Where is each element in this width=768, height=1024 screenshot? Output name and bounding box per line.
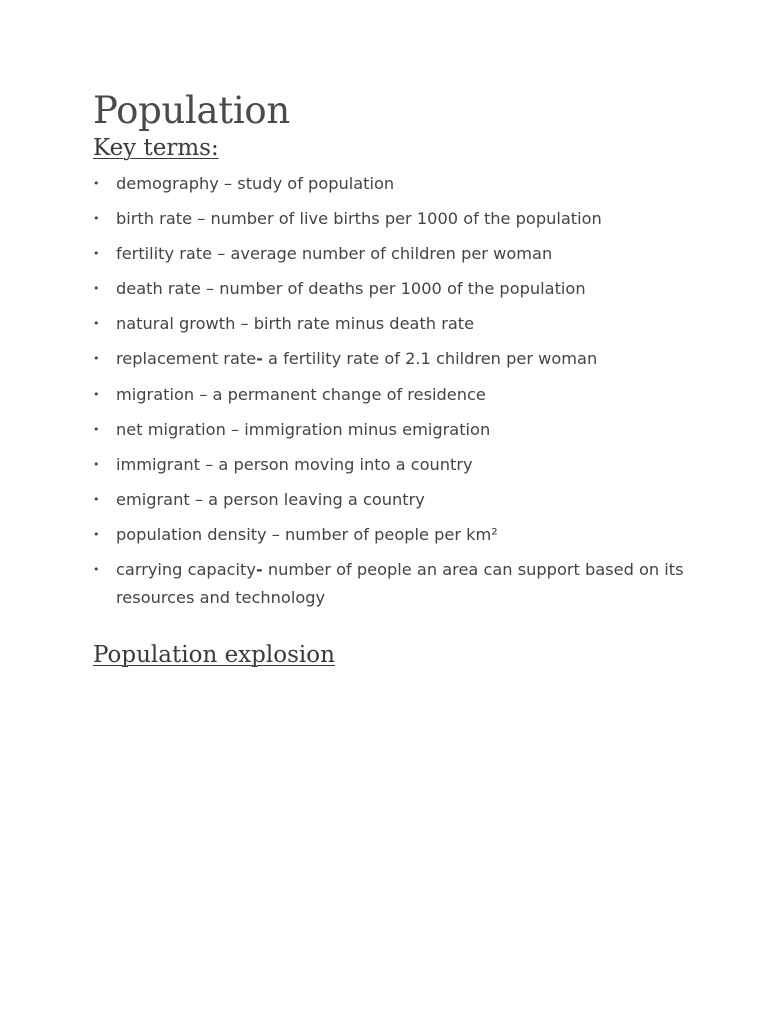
bullet-icon: •	[93, 422, 100, 436]
term-separator: –	[266, 524, 286, 544]
bullet-icon: •	[93, 317, 100, 331]
key-terms-heading: Key terms:	[93, 135, 219, 161]
term-definition: number of live births per 1000 of the population	[210, 209, 602, 229]
bullet-icon: •	[93, 352, 100, 366]
term-separator: –	[218, 174, 238, 193]
term-separator: –	[225, 419, 245, 439]
term-separator: –	[189, 489, 209, 509]
term-separator: –	[192, 209, 211, 229]
term-name: population density	[116, 524, 267, 544]
key-term-item	[93, 170, 693, 198]
key-term-item	[93, 381, 693, 409]
term-definition: birth rate minus death rate	[253, 314, 475, 334]
bullet-icon: •	[93, 563, 100, 577]
key-term-item	[93, 345, 693, 373]
bullet-icon: •	[93, 212, 100, 226]
term-definition: a person moving into a country	[218, 454, 473, 474]
term-name: fertility rate	[116, 244, 213, 264]
key-term-item	[93, 275, 693, 303]
term-separator: –	[200, 454, 219, 474]
term-definition: number of people an area can support based on its resources and technology	[116, 560, 684, 607]
population-explosion-heading: Population explosion	[93, 642, 335, 669]
key-term-item	[93, 486, 693, 514]
term-definition: study of population	[237, 174, 395, 193]
term-definition: average number of children per woman	[230, 244, 553, 264]
document-page	[93, 88, 693, 669]
term-definition: a person leaving a country	[208, 489, 425, 509]
key-terms-list	[93, 170, 693, 611]
bullet-icon: •	[93, 527, 100, 541]
term-name: emigrant	[116, 489, 190, 509]
term-name: natural growth	[116, 314, 236, 334]
term-name: immigrant	[116, 454, 200, 474]
term-name: death rate	[116, 279, 201, 299]
term-definition: a permanent change of residence	[212, 384, 486, 404]
term-separator: –	[212, 244, 231, 264]
bullet-icon: •	[93, 282, 100, 296]
term-definition: immigration minus emigration	[244, 419, 491, 439]
term-name: migration	[116, 384, 195, 404]
term-definition: a fertility rate of 2.1 children per woman	[262, 349, 598, 369]
page-title: Population	[93, 89, 290, 132]
bullet-icon: •	[93, 492, 100, 506]
bullet-icon: •	[93, 387, 100, 401]
term-definition: number of people per km²	[285, 524, 498, 544]
bullet-icon: •	[93, 177, 100, 190]
term-definition: number of deaths per 1000 of the population	[219, 279, 586, 299]
bullet-icon: •	[93, 247, 100, 261]
term-name: birth rate	[116, 209, 193, 229]
key-term-item	[93, 416, 693, 444]
key-term-item	[93, 310, 693, 338]
key-term-item	[93, 556, 693, 611]
term-name: net migration	[116, 419, 226, 439]
key-term-item	[93, 240, 693, 268]
key-term-item	[93, 451, 693, 479]
key-term-item	[93, 521, 693, 549]
term-separator: –	[235, 314, 254, 334]
bullet-icon: •	[93, 457, 100, 471]
term-name: replacement rate	[116, 349, 257, 369]
term-separator: –	[194, 384, 213, 404]
term-separator: -	[256, 349, 263, 369]
term-separator: -	[255, 560, 263, 580]
key-term-item	[93, 205, 693, 233]
term-name: carrying capacity	[116, 560, 256, 580]
term-separator: –	[200, 279, 220, 299]
term-name: demography	[116, 174, 219, 193]
